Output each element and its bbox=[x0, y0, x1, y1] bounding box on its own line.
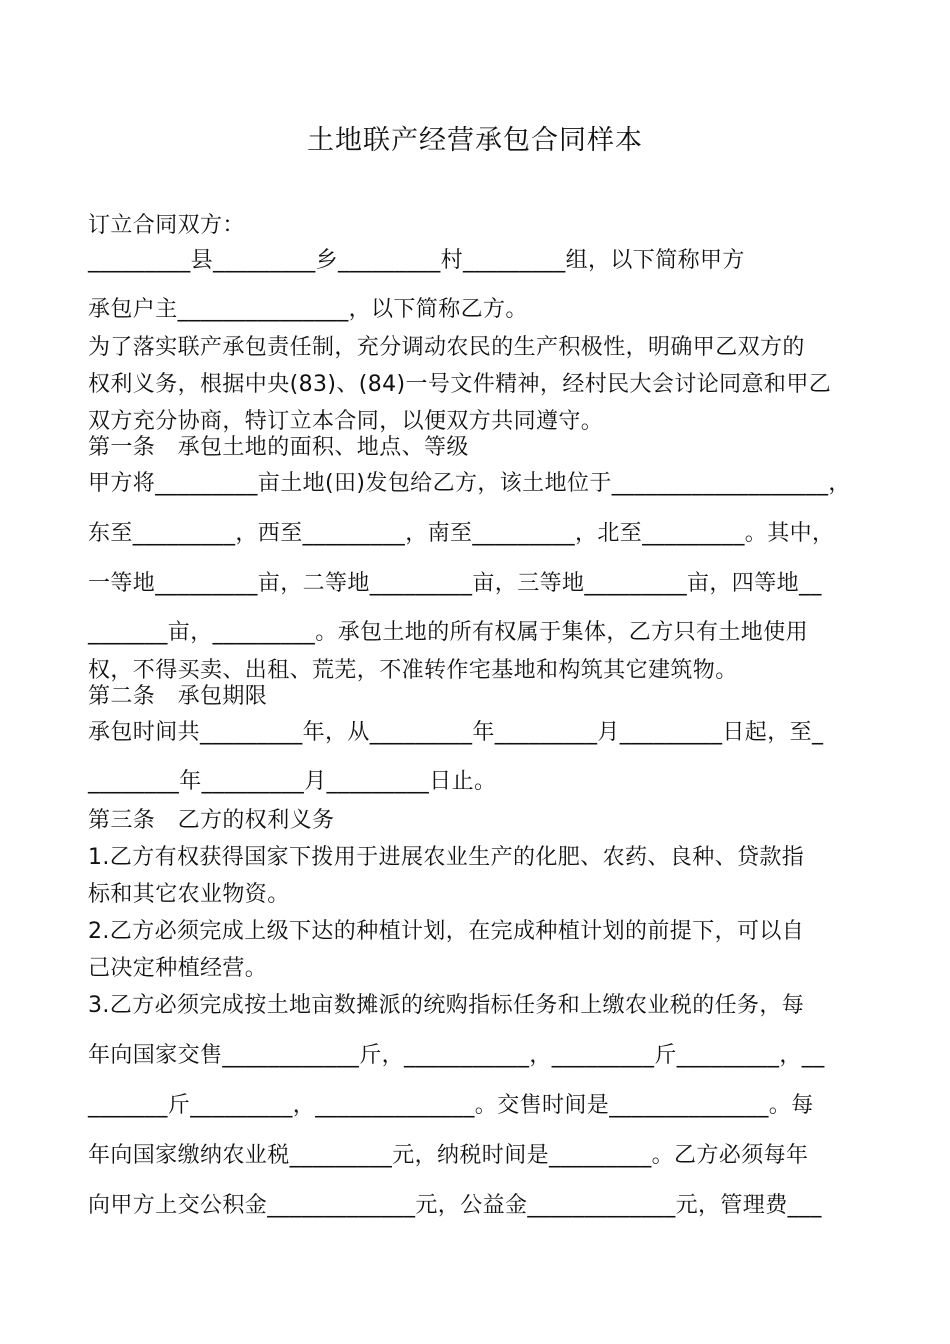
document-title: 土地联产经营承包合同样本 bbox=[307, 125, 643, 156]
preamble-line-1: 为了落实联产承包责任制，充分调动农民的生产积极性，明确甲乙双方的 bbox=[88, 335, 805, 360]
preamble-line-2: 权利义务，根据中央(83)、(84)一号文件精神，经村民大会讨论同意和甲乙 bbox=[88, 372, 832, 397]
article-2-line-2: ________年_________月_________日止。 bbox=[88, 769, 497, 794]
preamble-line-3: 双方充分协商，特订立本合同，以便双方共同遵守。 bbox=[88, 409, 604, 434]
party-a-line: _________县_________乡_________村_________组，以下简称甲方 bbox=[88, 248, 745, 273]
article-3-item-3-line-5: 向甲方上交公积金_____________元，公益金_____________元，管理费___ bbox=[88, 1193, 822, 1218]
parties-heading: 订立合同双方： bbox=[88, 213, 245, 238]
article-3-item-3-line-1: 3.乙方必须完成按土地亩数摊派的统购指标任务和上缴农业税的任务，每 bbox=[88, 993, 805, 1018]
article-3-item-1-line-1: 1.乙方有权获得国家下拨用于进展农业生产的化肥、农药、良种、贷款指 bbox=[88, 845, 805, 870]
article-3-heading: 第三条 乙方的权利义务 bbox=[88, 808, 335, 833]
article-3-item-3-line-3: _______斤_________，______________。交售时间是______________。每 bbox=[88, 1093, 814, 1118]
article-1-line-5: 权，不得买卖、出租、荒芜，不准转作宅基地和构筑其它建筑物。 bbox=[88, 658, 738, 683]
article-3-item-1-line-2: 标和其它农业物资。 bbox=[88, 882, 290, 907]
article-1-heading: 第一条 承包土地的面积、地点、等级 bbox=[88, 435, 469, 460]
article-3-item-3-line-4: 年向国家缴纳农业税_________元，纳税时间是_________。乙方必须每年 bbox=[88, 1143, 809, 1168]
article-1-line-1: 甲方将_________亩土地(田)发包给乙方，该土地位于___________________， bbox=[88, 471, 851, 496]
party-b-line: 承包户主_______________，以下简称乙方。 bbox=[88, 297, 528, 322]
article-2-heading: 第二条 承包期限 bbox=[88, 684, 268, 709]
article-2-line-1: 承包时间共_________年，从_________年_________月_________日起，至_ bbox=[88, 720, 824, 745]
article-1-line-3: 一等地_________亩，二等地_________亩，三等地_________亩，四等地__ bbox=[88, 571, 822, 596]
article-1-line-4: _______亩，_________。承包土地的所有权属于集体，乙方只有土地使用 bbox=[88, 620, 809, 645]
article-3-item-2-line-2: 己决定种植经营。 bbox=[88, 956, 268, 981]
article-3-item-2-line-1: 2.乙方必须完成上级下达的种植计划，在完成种植计划的前提下，可以自 bbox=[88, 919, 805, 944]
article-1-line-2: 东至_________，西至_________，南至_________，北至_________。其中， bbox=[88, 521, 835, 546]
article-3-item-3-line-2: 年向国家交售____________斤，___________，_________斤_________，__ bbox=[88, 1043, 825, 1068]
